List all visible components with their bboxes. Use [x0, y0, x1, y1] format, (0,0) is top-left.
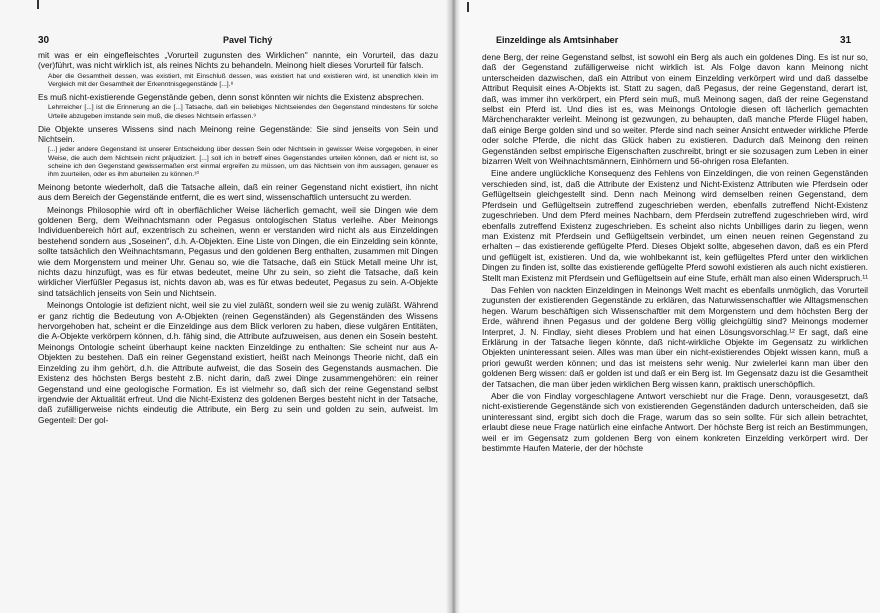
paragraph: Meinongs Philosophie wird oft in oberflächlicher Weise lächerlich gemacht, weil sie Dingen wie dem goldenen Berg, dem Weihnachtsmann oder Pegasus ontologischen Status verleihe. Aber Meinongs Individuenbereich hört auf, exzentrisch zu scheinen, wenn er verstanden wird nicht als aus Einzeldingen bestehend sondern aus „Soseinen", d.h. A-Objekten. Eine Liste von Dingen, die ein Einzelding sein könnte, sollte tatsächlich den Weihnachtsmann, Pegasus und den goldenen Berg enthalten, zusammen mit Dingen wie dem Morgenstern und meiner Uhr. Genau so, wie die Tatsache, daß ein Stück Metall meine Uhr ist, nichts dazu hinzufügt, was es für etwas bedeutet, meine Uhr zu sein, so zieht die Tatsache, daß kein wirklicher Vierfüßler Pegasus ist, nichts davon ab, was es für etwas bedeutet, Pegasus zu sein. A-Objekte sind tatsächlich jenseits von Sein und Nichtsein. [38, 204, 438, 298]
paragraph: Meinong betonte wiederholt, daß die Tatsache allein, daß ein reiner Gegenstand nicht existiert, ihn nicht aus dem Bereich der Gegenstände entfernt, die es wert sind, wissenschaftlich untersucht zu werden. [38, 181, 438, 203]
right-body-text [482, 52, 868, 455]
block-quote: Aber die Gesamtheit dessen, was existiert, mit Einschluß dessen, was existiert hat und existieren wird, ist unendlich klein im Vergleich mit der Gesamtheit der Erkenntnisgegenstände [...].⁸ [48, 72, 438, 88]
right-page [452, 0, 880, 613]
paragraph: Meinongs Ontologie ist defizient nicht, weil sie zu viel zuläßt, sondern weil sie zu wenig zuläßt. Während er ganz richtig die Bedeutung von A-Objekten (reinen Gegenständen) als Gegenständen des Wissens hervorgehoben hat, scheint er die Einzeldinge aus dem Blick verloren zu haben, diese vulgären Entitäten, die A-Objekte verkörpern können, d.h. fähig sind, die Attribute aufzuweisen, aus denen ein Sosein besteht. Meinongs Ontologie scheint überhaupt keine nackten Einzeldinge zu enthalten: Sie scheint nur aus A-Objekten zu bestehen. Daß ein reiner Gegenstand existiert, heißt nach Meinongs Theorie nicht, daß ein Einzelding zu ihm gehört, d.h. die Attribute aufweist, die das Sosein des Gegenstands ausmachen. Die Existenz des höchsten Bergs besteht z.B. nicht darin, daß zwei Dinge zusammengehören: ein reiner Gegenstand und eine geologische Formation. Es ist vielmehr so, daß sich der reine Gegenstand selbst irgendwie der Aktualität erfreut. Und die Nicht-Existenz des goldenen Berges besteht nicht in der Tatsache, daß zufälligerweise nichts eindeutig die Attribute, ein Berg zu sein und golden zu sein, aufweist. Im Gegenteil: Der gol- [38, 300, 438, 425]
paragraph: Es muß nicht-existierende Gegenstände geben, denn sonst könnten wir nichts die Existenz absprechen. [38, 92, 424, 102]
paragraph: Das Fehlen von nackten Einzeldingen in Meinongs Welt macht es ebenfalls unmöglich, das Vorurteil zugunsten der existierenden Gegenstände zu erklären, das Naturwissenschaftler wie Alltagsmenschen hegen. Warum beschäftigen sich Wissenschaftler mit dem Morgenstern und dem höchsten Berg der Erde, während ihnen Pegasus und der goldene Berg völlig gleichgültig sind? Meinongs moderner Interpret, J. N. Findlay, sieht dieses Problem und hat einen Lösungsvorschlag.¹² Er sagt, daß eine Erklärung in der Tatsache liegen könnte, daß nicht-wirkliche Objekte im Gegensatz zu wirklichen Objekten uninteressant seien. Alles was man über ein nicht-existierendes Objekt wissen kann, muß a priori gewußt werden können; und das ist meistens sehr wenig. Nur zwielerlei kann man über den goldenen Berg wissen: daß er golden ist und daß er ein Berg ist. Im Gegensatz dazu ist die Gesamtheit der Tatsachen, die man über jeden wirklichen Berg wissen kann, praktisch unerschöpflich. [482, 284, 868, 389]
paragraph: Eine andere unglückliche Konsequenz des Fehlens von Einzeldingen, die von reinen Gegenständen verschieden sind, ist, daß die Attribute der Existenz und Nicht-Existenz Attributen wie Pferdsein oder Geflügeltsein gleichgestellt sind. Denn nach Meinong wird demselben reinen Gegenstand, dem Pferdsein und Geflügeltsein zutreffend zugeschrieben werden, ebenfalls zutreffend Nicht-Existenz zugeschrieben. Und dem Pferd meines Nachbarn, dem Pferdsein zutreffend zugeschrieben wird, wird ebenfalls zutreffend Existenz zugeschrieben. Es scheint also nichts Unbilliges darin zu liegen, wenn man Existenz mit Pferdsein und Geflügeltsein verbindet, um einen neuen reinen Gegenstand zu erhalten – das existierende geflügelte Pferd. Dieses Objekt sollte, abgesehen davon, daß es ein Pferd und geflügelt ist, existieren. Und da, wie wohlbekannt ist, kein geflügeltes Pferd unter den wirklichen Dingen zu finden ist, sollte das existierende geflügelte Pferd sowohl existieren als auch nicht existieren. Stellt man Existenz mit Pferdsein und Geflügeltsein auf eine Stufe, erhält man also einen Widerspruch.¹¹ [482, 168, 868, 283]
margin-mark [37, 0, 39, 9]
margin-mark [467, 2, 469, 12]
paragraph: Aber die von Findlay vorgeschlagene Antwort verschiebt nur die Frage. Denn, vorausgesetzt, daß nicht-existierende Gegenstände sich von existierenden Gegenständen dadurch unterscheiden, daß sie uninteressant sind, ergibt sich doch die Frage, warum das so sein sollte. Für sich allein betrachtet, erlaubt diese neue Frage natürlich eine einfache Antwort. Der höchste Berg ist reich an Bestimmungen, weil er im Gegensatz zum goldenen Berg von einem konkreten Einzelding verkörpert wird. Der bestimmte Haufen Materie, der der höchste [482, 391, 868, 454]
right-running-head: Einzeldinge als Amtsinhaber [496, 35, 619, 45]
paragraph: mit was er ein eingefleischtes „Vorurteil zugunsten des Wirklichen" nannte, ein Vorurteil, das dazu (ver)führt, was nicht wirklich ist, als reines Nichts zu behandeln. Meinong hielt dieses Vorurteil für falsch. [38, 50, 438, 71]
paragraph: dene Berg, der reine Gegenstand selbst, ist sowohl ein Berg als auch ein goldenes Ding. Es ist nur so, daß der Gegenstand zufälligerweise nicht wirklich ist. Als Folge davon kann Meinong nicht unterscheiden dazwischen, daß ein Attribut von einem Einzelding verkörpert wird und daß dasselbe Attribut Requisit eines A-Objekts ist. Statt zu sagen, daß Pegasus, der reine Gegenstand, derart ist, daß, was immer ihn verkörpert, ein Pferd sein muß, muß Meinong sagen, daß der reine Gegenstand selbst ein Pferd ist. Und dies ist es, was Meinongs Ontologie diesen oft lächerlich gemachten Märchencharakter verleiht. Meinong ist gezwungen, zu behaupten, daß manche Pferde Flügel haben, daß einige Berge golden sind und so weiter. Pferde sind nach seiner Ansicht entweder wirkliche Pferde oder solche Pferde, die nicht das Glück haben zu existieren. Dadurch daß Meinong den reinen Gegenständen selbst empirische Eigenschaften zuschreibt, bringt er sie sozusagen zum Leben in einer bizarren Welt von Weihnachtsmännern, Einhörnern und 56-ohrigen rosa Elefanten. [482, 52, 868, 167]
right-page-number: 31 [840, 35, 852, 46]
left-running-head: Pavel Tichý [223, 35, 273, 45]
block-quote: Lehrreicher [...] ist die Erinnerung an die [...] Tatsache, daß ein beliebiges Nichtseiendes den Gegenstand mindestens für solche Urteile abzugeben imstande sein muß, die dieses Nichtsein erfassen.⁹ [48, 104, 438, 120]
left-body-text [38, 50, 438, 427]
left-page-number: 30 [38, 35, 50, 46]
paragraph: Die Objekte unseres Wissens sind nach Meinong reine Gegenstände: Sie sind jenseits von Sein und Nichtsein. [38, 123, 438, 144]
book-gutter [446, 0, 460, 613]
block-quote: [...] jeder andere Gegenstand ist unserer Entscheidung über dessen Sein oder Nichtsein in gewisser Weise vorgegeben, in einer Weise, die auch dem Nichtsein nicht präjudiziert. [...] soll ich in betreff eines Gegenstandes urteilen können, daß er nicht ist, so scheine ich den Gegenstand gewissermaßen erst einmal ergreifen zu müssen, um das Nichtsein von ihm aussagen, genauer es ihm zuurteilen, oder es ihm aburteilen zu können.¹⁰ [48, 146, 438, 178]
